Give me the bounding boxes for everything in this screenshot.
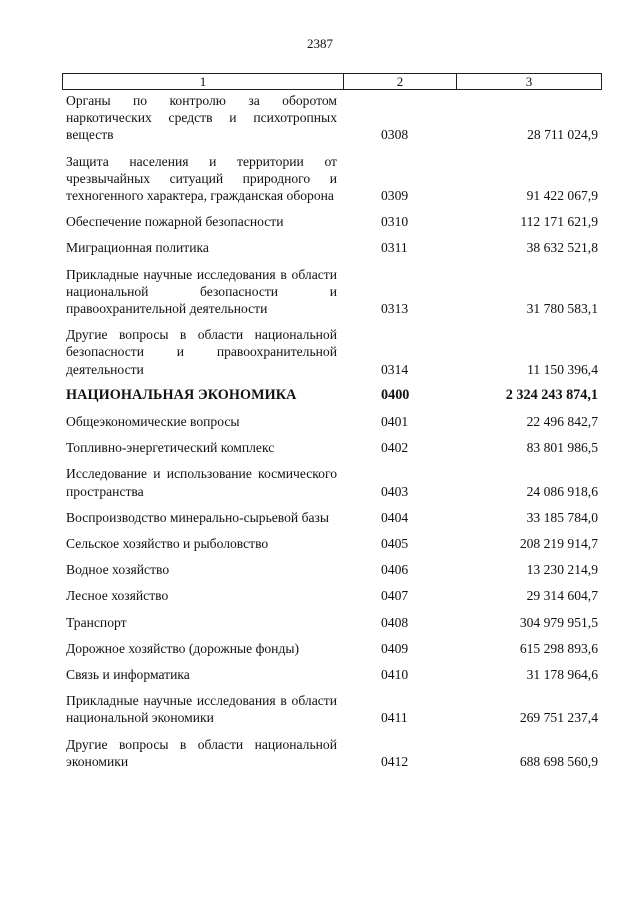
row-name: Водное хозяйство (66, 562, 170, 578)
table-row-section (66, 387, 600, 404)
row-amount: 208 219 914,7 (519, 536, 598, 552)
row-amount: 33 185 784,0 (526, 509, 598, 525)
row-amount: 31 178 964,6 (526, 667, 598, 683)
table-row (66, 666, 600, 683)
row-code: 0412 (381, 753, 409, 769)
row-code: 0308 (381, 127, 409, 143)
row-name: Миграционная политика (66, 240, 209, 256)
row-name: Сельское хозяйство и рыболовство (66, 536, 269, 552)
row-code: 0411 (381, 710, 408, 726)
row-amount: 83 801 986,5 (526, 440, 598, 456)
row-name: Другие вопросы в области национальной экономики (66, 736, 337, 769)
row-code: 0410 (381, 667, 409, 683)
table-header (62, 73, 602, 90)
table-row (66, 413, 600, 430)
row-code: 0404 (381, 509, 409, 525)
table-body (66, 92, 600, 770)
row-code: 0309 (381, 188, 409, 204)
table-row (66, 535, 600, 552)
row-amount: 22 496 842,7 (526, 414, 598, 430)
row-code: 0407 (381, 588, 409, 604)
section-code: 0400 (381, 386, 410, 403)
row-amount: 304 979 951,5 (519, 614, 598, 630)
row-name: Исследование и использование космического пространства (66, 466, 337, 499)
table-row (66, 736, 600, 770)
table-row (66, 692, 600, 726)
row-name: Общеэкономические вопросы (66, 414, 240, 430)
row-name: Топливно-энергетический комплекс (66, 440, 275, 456)
row-name: Органы по контролю за оборотом наркотических средств и психотропных веществ (66, 93, 337, 143)
table-row (66, 239, 600, 256)
row-name: Дорожное хозяйство (дорожные фонды) (66, 640, 300, 656)
row-amount: 24 086 918,6 (526, 483, 598, 499)
table-row (66, 465, 600, 499)
table-row (66, 92, 600, 144)
page-number: 2387 (307, 36, 333, 51)
table-row (66, 153, 600, 205)
header-col-1: 1 (63, 74, 344, 89)
table-row (66, 509, 600, 526)
row-code: 0310 (381, 214, 409, 230)
row-code: 0311 (381, 240, 408, 256)
table-row (66, 614, 600, 631)
row-name: Прикладные научные исследования в области национальной экономики (66, 693, 337, 726)
table-row (66, 326, 600, 378)
row-amount: 91 422 067,9 (526, 188, 598, 204)
row-amount: 31 780 583,1 (526, 301, 598, 317)
row-amount: 615 298 893,6 (519, 640, 598, 656)
row-name: Транспорт (66, 614, 127, 630)
row-name: Воспроизводство минерально-сырьевой базы (66, 509, 330, 525)
row-name: Защита населения и территории от чрезвычайных ситуаций природного и техногенного характера, гражданская оборона (66, 153, 337, 204)
table-row (66, 640, 600, 657)
row-amount: 28 711 024,9 (527, 127, 598, 143)
row-code: 0403 (381, 483, 409, 499)
row-name: Обеспечение пожарной безопасности (66, 214, 284, 230)
table-row (66, 213, 600, 230)
row-code: 0314 (381, 361, 409, 377)
row-amount: 29 314 604,7 (526, 588, 598, 604)
section-amount: 2 324 243 874,1 (505, 386, 598, 403)
header-col-2: 2 (344, 74, 457, 89)
row-code: 0401 (381, 414, 409, 430)
row-code: 0405 (381, 536, 409, 552)
row-amount: 269 751 237,4 (519, 710, 598, 726)
row-name: Связь и информатика (66, 667, 190, 683)
row-code: 0406 (381, 562, 409, 578)
row-code: 0408 (381, 614, 409, 630)
row-amount: 38 632 521,8 (526, 240, 598, 256)
row-amount: 688 698 560,9 (519, 753, 598, 769)
row-amount: 112 171 621,9 (520, 214, 598, 230)
table-row (66, 439, 600, 456)
table-row (66, 266, 600, 318)
table-row (66, 561, 600, 578)
row-code: 0313 (381, 301, 409, 317)
row-amount: 13 230 214,9 (526, 562, 598, 578)
row-code: 0402 (381, 440, 409, 456)
row-name: Другие вопросы в области национальной безопасности и правоохранительной деятельности (66, 327, 337, 377)
table-row (66, 587, 600, 604)
row-name: Прикладные научные исследования в области национальной безопасности и правоохранительной деятельности (66, 266, 337, 317)
row-amount: 11 150 396,4 (527, 361, 598, 377)
section-name: НАЦИОНАЛЬНАЯ ЭКОНОМИКА (66, 386, 297, 403)
row-name: Лесное хозяйство (66, 588, 169, 604)
header-col-3: 3 (525, 74, 533, 89)
row-code: 0409 (381, 640, 409, 656)
